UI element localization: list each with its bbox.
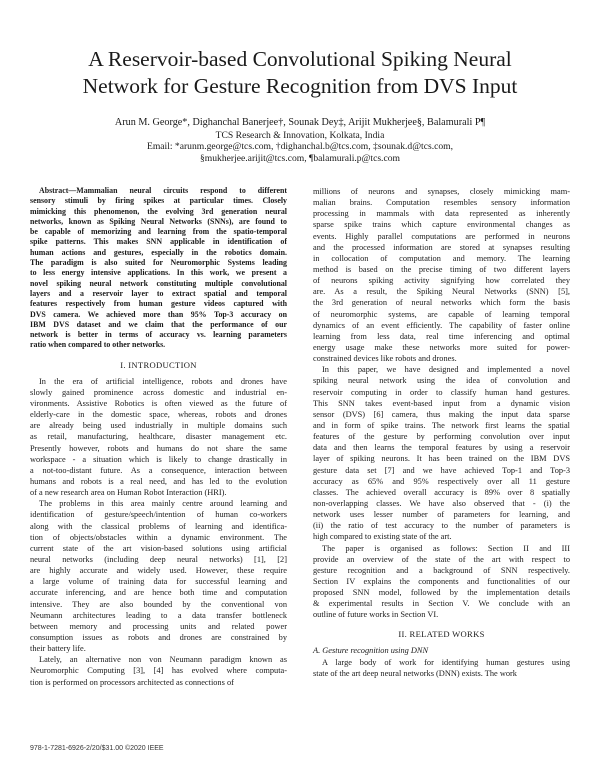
text-line: slowly gained prominence across domestic and industrial en- bbox=[30, 387, 287, 397]
text-line: identification of gesture/speech/intention of human co-workers bbox=[30, 510, 287, 520]
text-line: processing in mammals with data represented as inherently bbox=[313, 209, 570, 219]
text-line: The paper is organised as follows: Section II and III bbox=[322, 543, 570, 553]
text-line: consumption issues as robots and drones are constrained by bbox=[30, 632, 287, 642]
text-line: outline of future works in Section VI. bbox=[313, 610, 439, 620]
text-line: The paradigm is also suited for Neuromorphic Systems leading bbox=[30, 258, 287, 268]
text-line: and the processed information are stored at synapses resulting bbox=[313, 242, 570, 252]
section-heading-introduction: I. INTRODUCTION bbox=[120, 359, 197, 370]
copyright-footer: 978-1-7281-6926-2/20/$31.00 ©2020 IEEE bbox=[30, 745, 164, 752]
intro-paragraph-6 bbox=[313, 543, 570, 621]
intro-paragraph-4 bbox=[313, 186, 570, 364]
author-block bbox=[30, 117, 570, 164]
text-line: of a new research area on Human Robot Interaction (HRI). bbox=[30, 488, 227, 498]
text-line: mimicking this phenomenon, the evolving 3rd generation neural bbox=[30, 206, 287, 216]
abstract bbox=[30, 186, 287, 351]
text-line: elderly-care in the domestic space, whereas, robots and drones bbox=[30, 410, 287, 420]
text-line: The problems in this area mainly centre around learning and bbox=[39, 499, 287, 509]
text-line: spiking neural network using the idea of convolution and bbox=[313, 376, 570, 386]
right-column bbox=[313, 186, 570, 679]
text-line: malian brains. Computation resembles sensory information bbox=[313, 198, 570, 208]
text-line: sensor (DVS) [6] camera, thus making the input data sparse bbox=[313, 409, 570, 419]
text-line: dynamics of an event efficiently. The capability of faster online bbox=[313, 320, 570, 330]
intro-paragraph-3 bbox=[30, 654, 287, 687]
text-line: be capable of memorizing and learning from the spatio-temporal bbox=[30, 227, 287, 237]
author-emails-1: Email: *arunm.george@tcs.com, †dighanchal.b@tcs.com, ‡sounak.d@tcs.com, bbox=[146, 141, 454, 153]
text-line: events. Highly parallel computations are performed in neurons bbox=[313, 231, 570, 241]
text-line: layer of spiking neurons. It has been trained on the IBM DVS bbox=[313, 454, 570, 464]
text-line: ratio when compared to other networks. bbox=[30, 340, 166, 350]
text-line: energy usage make these networks more suited for power- bbox=[313, 342, 570, 352]
text-line: human actions and gestures, especially in the robotics domain. bbox=[30, 247, 287, 257]
text-line: network uses lesser number of parameters for learning, and bbox=[313, 510, 570, 520]
text-line: In this paper, we have designed and implemented a novel bbox=[322, 365, 570, 375]
text-line: data and then learns the temporal features by using a reservoir bbox=[313, 443, 570, 453]
text-line: their battery life. bbox=[30, 644, 86, 654]
section-heading-related-works: II. RELATED WORKS bbox=[398, 629, 485, 640]
text-line: are. As a result, the Spiking Neural Networks (SNN) [5], bbox=[313, 287, 570, 297]
text-line: gesture data set [7] and we have achieved Top-1 and Top-3 bbox=[313, 465, 570, 475]
text-line: current state of the art vision-based solutions using artificial bbox=[30, 543, 287, 553]
text-line: IBM DVS dataset and we claim that the performance of our bbox=[30, 319, 287, 329]
author-names: Arun M. George*, Dighanchal Banerjee†, Sounak Dey‡, Arijit Mukherjee§, Balamurali P¶ bbox=[114, 117, 486, 128]
text-line: tion is performed on processors architected as connections of bbox=[30, 677, 234, 687]
text-line: (ii) the ratio of test accuracy to the number of parameters is bbox=[313, 521, 570, 531]
subsection-heading-gesture-dnn: A. Gesture recognition using DNN bbox=[313, 646, 429, 656]
text-line: between memory and processing units and related power bbox=[30, 621, 287, 631]
text-line: are already being used industrially in multiple domains such bbox=[30, 421, 287, 431]
text-line: a not-too-distant future. As a consequence, interaction between bbox=[30, 465, 287, 475]
text-line: to less energy intensive applications. In this work, we present a bbox=[30, 268, 287, 278]
text-line: neural networks (including deep neural networks) [1], [2] bbox=[30, 555, 287, 564]
text-line: high compared to existing state of the art. bbox=[313, 532, 452, 542]
text-line: network is better in terms of accuracy vs. learning parameters bbox=[30, 330, 287, 340]
text-line: DVS camera. We achieved more than 95% Top-3 accuracy on bbox=[30, 309, 287, 319]
text-line: classes. The achieved overall accuracy is 89% over 8 spatially bbox=[313, 487, 570, 497]
text-line: & experimental results in Section V. We conclude with an bbox=[313, 599, 570, 609]
text-line: as retail, manufacturing, healthcare, disaster management etc. bbox=[30, 432, 287, 442]
text-line: constrained devices like robots and drones. bbox=[313, 354, 457, 364]
text-line: along with the classical problems of learning and identifica- bbox=[30, 521, 287, 531]
text-line: workspace - a situation which is likely to change drastically in bbox=[30, 454, 287, 464]
author-emails-2: §mukherjee.arijit@tcs.com, ¶balamurali.p@tcs.com bbox=[200, 152, 400, 164]
text-line: accuracy as 65% and 95% respectively over all 11 gesture bbox=[313, 476, 570, 486]
intro-paragraph-5 bbox=[313, 364, 570, 542]
title-line-1: A Reservoir-based Convolutional Spiking Neural bbox=[88, 47, 512, 71]
text-line: the 3rd generation of neural networks which form the basis bbox=[313, 298, 570, 308]
left-column bbox=[30, 186, 287, 688]
text-line: and in form of spike trains. The network first learns the spatial bbox=[313, 420, 570, 430]
text-line: in collocation of computation and memory. The learning bbox=[313, 253, 570, 263]
text-line: Abstract—Mammalian neural circuits respond to different bbox=[39, 186, 287, 195]
text-line: spike patterns. This makes SNN applicable in identification of bbox=[30, 237, 287, 247]
author-affiliation: TCS Research & Innovation, Kolkata, India bbox=[215, 129, 385, 141]
paper-title bbox=[40, 46, 560, 100]
text-line: state of the art deep neural networks (DNN) exists. The work bbox=[313, 668, 517, 678]
text-line: features of the gesture by performing convolution over input bbox=[313, 432, 570, 442]
text-line: Neumann architectures leading to a data transfer bottleneck bbox=[30, 610, 287, 620]
text-line: sparse spike trains which capture environmental changes as bbox=[313, 220, 570, 230]
text-line: reservoir computing in order to classify human hand gestures. bbox=[313, 387, 570, 397]
related-paragraph-1 bbox=[313, 657, 570, 679]
text-line: millions of neurons and synapses, closely mimicking mam- bbox=[313, 187, 570, 196]
text-line: In the era of artificial intelligence, robots and drones have bbox=[39, 376, 287, 386]
title-line-2: Network for Gesture Recognition from DVS Input bbox=[82, 74, 518, 98]
text-line: A large body of work for identifying human gestures using bbox=[322, 657, 570, 667]
text-line: are highly accurate and widely used. However, these require bbox=[30, 566, 287, 576]
text-line: proposed SNN model, followed by the implementation details bbox=[313, 588, 570, 598]
text-line: novel spiking neural network constituting multiple convolutional bbox=[30, 278, 287, 288]
text-line: accurate inferencing, and are hence both time and computation bbox=[30, 588, 287, 598]
text-line: tion of objects/obstacles within a dynamic environment. The bbox=[30, 532, 287, 542]
text-line: non-overlapping classes. We have also observed that - (i) the bbox=[313, 498, 570, 508]
text-line: of neurons spiking activity signifying how correlated they bbox=[313, 276, 570, 286]
text-line: Neuromorphic Computing [3], [4] has evolved where computa- bbox=[30, 666, 287, 676]
text-line: intensive. They are also bounded by the conventional von bbox=[30, 599, 287, 609]
intro-paragraph-2 bbox=[30, 498, 287, 654]
text-line: Lately, an alternative non von Neumann paradigm known as bbox=[39, 655, 287, 665]
text-line: networks, known as Spiking Neural Networks (SNNs), are found to bbox=[30, 216, 287, 226]
text-line: provide an overview of the state of the art with respect to bbox=[313, 554, 570, 564]
text-line: layers and a reservoir layer to extract spatial and temporal bbox=[30, 288, 287, 298]
text-line: sensory stimuli by firing spikes at particular times. Closely bbox=[30, 196, 287, 206]
intro-paragraph-1 bbox=[30, 376, 287, 499]
text-line: Presently however, robots and humans do not share the same bbox=[30, 443, 287, 453]
text-line: features respectively from human gesture videos captured with bbox=[30, 299, 287, 309]
text-line: method is based on the precise timing of two different layers bbox=[313, 264, 570, 274]
text-line: humans and robots is a real need, and has led to the evolution bbox=[30, 477, 287, 487]
text-line: learning from less data, real time inferencing and optimal bbox=[313, 331, 570, 341]
text-line: gesture recognition and a background of SNN respectively. bbox=[313, 565, 570, 575]
text-line: a large volume of training data for successful learning and bbox=[30, 577, 287, 587]
text-line: of neuromorphic systems, are capable of learning temporal bbox=[313, 309, 570, 319]
text-line: vironments. Assistive Robotics is often viewed as the future of bbox=[30, 399, 287, 409]
text-line: This SNN takes event-based input from a dynamic vision bbox=[313, 398, 570, 408]
text-line: Section IV explains the components and functionalities of our bbox=[313, 576, 570, 586]
